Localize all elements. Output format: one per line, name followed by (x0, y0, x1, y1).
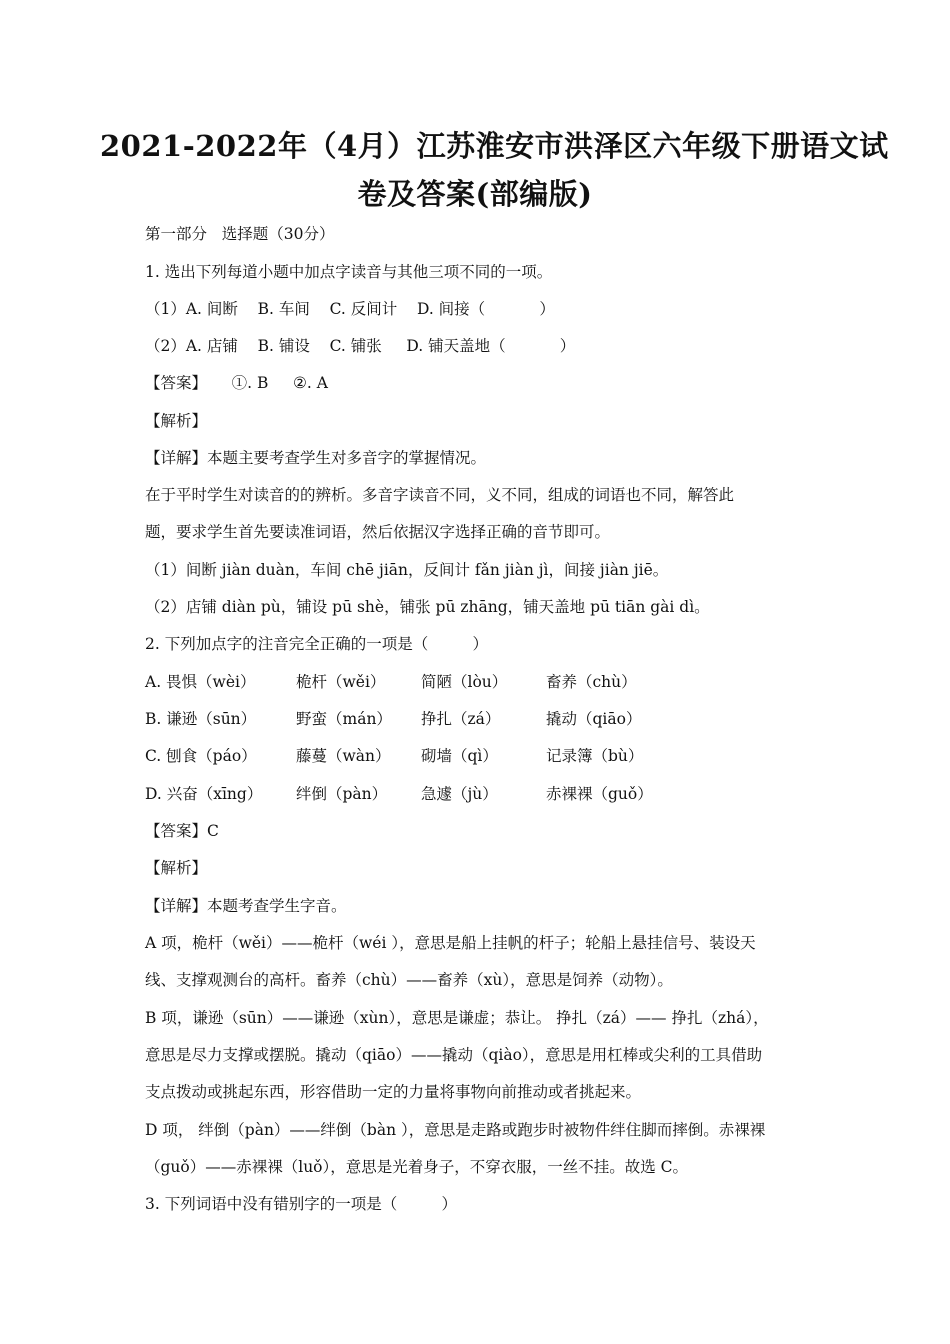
q2-option-c3: 砌墙（qì） (421, 747, 498, 765)
q2-option-d1: D. 兴奋（xīng） (145, 785, 263, 803)
q2-option-b3: 挣扎（zá） (421, 710, 501, 728)
q1-answer: 【答案】 ①. B ②. A (145, 374, 328, 392)
q1-analysis-label: 【解析】 (145, 412, 208, 430)
q2-option-a4: 畜养（chù） (546, 673, 637, 691)
q1-paragraph: （2）店铺 diàn pù，铺设 pū shè，铺张 pū zhāng，铺天盖地 pū tiān gài dì。 (145, 598, 710, 616)
q2-detail: 【详解】本题考查学生字音。 (145, 897, 347, 915)
q2-paragraph: A 项，桅杆（wěi）——桅杆（wéi ），意思是船上挂帆的杆子；轮船上悬挂信号、装设天 (145, 934, 756, 952)
q2-stem: 2. 下列加点字的注音完全正确的一项是（ ） (145, 635, 489, 653)
page-title-line-2: 卷及答案(部编版) (357, 177, 593, 211)
page-title-line-1: 2021-2022年（4月）江苏淮安市洪泽区六年级下册语文试 (100, 129, 889, 163)
q2-paragraph: D 项， 绊倒（pàn）——绊倒（bàn ），意思是走路或跑步时被物件绊住脚而摔倒。赤裸裸 (145, 1121, 766, 1139)
q1-stem: 1. 选出下列每道小题中加点字读音与其他三项不同的一项。 (145, 263, 553, 281)
q2-paragraph: （guǒ）——赤裸裸（luǒ），意思是光着身子，不穿衣服，一丝不挂。故选 C。 (145, 1158, 689, 1176)
q2-analysis-label: 【解析】 (145, 859, 208, 877)
q2-option-b4: 撬动（qiāo） (546, 710, 642, 728)
q1-sub2: （2）A. 店铺 B. 铺设 C. 铺张 D. 铺天盖地（ ） (145, 337, 576, 355)
q2-option-a3: 简陋（lòu） (421, 673, 508, 691)
q2-paragraph: 线、支撑观测台的高杆。畜养（chù）——畜养（xù），意思是饲养（动物）。 (145, 971, 673, 989)
q2-option-b1: B. 谦逊（sūn） (145, 710, 257, 728)
section-heading: 第一部分 选择题（30分） (145, 225, 335, 243)
q2-option-c1: C. 刨食（páo） (145, 747, 257, 765)
q2-paragraph: B 项，谦逊（sūn）——谦逊（xùn），意思是谦虚；恭让。 挣扎（zá）—— 挣扎（zhá）， (145, 1009, 769, 1027)
q1-detail: 【详解】本题主要考查学生对多音字的掌握情况。 (145, 449, 487, 467)
q1-sub1: （1）A. 间断 B. 车间 C. 反间计 D. 间接（ ） (145, 300, 555, 318)
q1-paragraph: （1）间断 jiàn duàn，车间 chē jiān，反间计 fǎn jiàn jì，间接 jiàn jiē。 (145, 561, 669, 579)
q1-paragraph: 题，要求学生首先要读准词语，然后依据汉字选择正确的音节即可。 (145, 523, 611, 541)
q2-paragraph: 支点拨动或挑起东西，形容借助一定的力量将事物向前推动或者挑起来。 (145, 1083, 642, 1101)
q2-answer: 【答案】C (145, 822, 219, 840)
q2-option-c2: 藤蔓（wàn） (296, 747, 391, 765)
q3-stem: 3. 下列词语中没有错别字的一项是（ ） (145, 1195, 458, 1213)
q2-option-d3: 急遽（jù） (421, 785, 498, 803)
q1-paragraph: 在于平时学生对读音的的辨析。多音字读音不同，义不同，组成的词语也不同，解答此 (145, 486, 735, 504)
q2-option-d2: 绊倒（pàn） (296, 785, 388, 803)
q2-option-c4: 记录簿（bù） (546, 747, 644, 765)
q2-option-a1: A. 畏惧（wèi） (145, 673, 256, 691)
q2-option-b2: 野蛮（mán） (296, 710, 392, 728)
q2-option-a2: 桅杆（wěi） (296, 673, 386, 691)
q2-option-d4: 赤裸裸（guǒ） (546, 785, 653, 803)
q2-paragraph: 意思是尽力支撑或摆脱。撬动（qiāo）——撬动（qiào），意思是用杠棒或尖利的工具借助 (145, 1046, 763, 1064)
